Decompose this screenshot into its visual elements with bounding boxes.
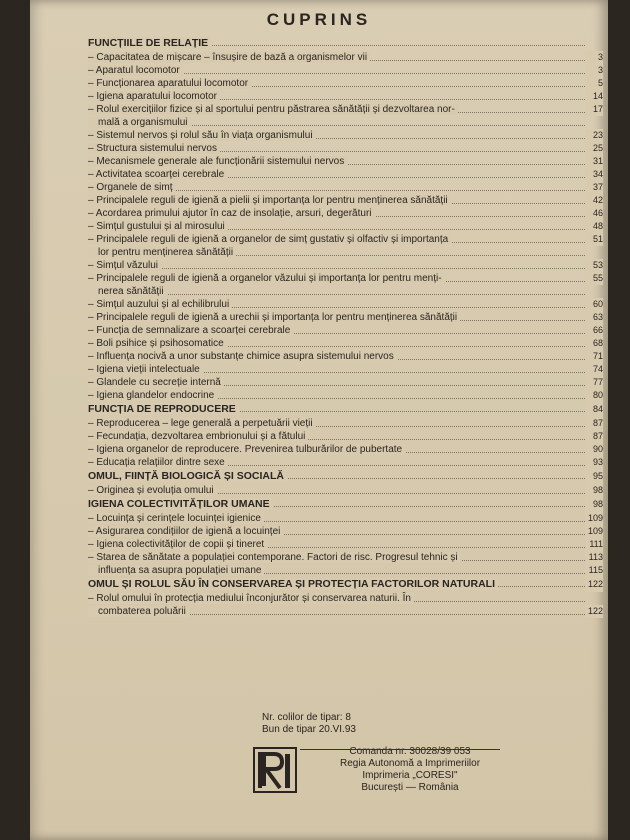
- toc-item: [88, 512, 603, 525]
- toc-page-number: 3: [585, 51, 603, 64]
- toc-entry-text: – Glandele cu secreție internă: [88, 377, 224, 388]
- toc-entry-text: mală a organismului: [88, 117, 191, 128]
- toc-entry-text: – Reproducerea – lege generală a perpetuării vieții: [88, 418, 316, 429]
- toc-entry-text: – Igiena aparatului locomotor: [88, 91, 220, 102]
- toc-item-continuation: [88, 564, 603, 577]
- toc-page-number: 115: [585, 564, 603, 577]
- book-page: [30, 0, 608, 840]
- toc-entry-text: – Educația relațiilor dintre sexe: [88, 457, 228, 468]
- toc-section: [88, 402, 603, 417]
- toc-entry-text: OMUL ȘI ROLUL SĂU ÎN CONSERVAREA ȘI PROTECȚIA FACTORILOR NATURALI: [88, 578, 498, 590]
- toc-entry-text: – Acordarea primului ajutor în caz de insolație, arsuri, degerături: [88, 208, 375, 219]
- toc-page-number: 71: [585, 350, 603, 363]
- toc-item: [88, 592, 603, 605]
- toc-entry-text: – Influența nocivă a unor substanțe chimice asupra sistemului nervos: [88, 351, 397, 362]
- toc-page-number: 87: [585, 417, 603, 430]
- toc-item: [88, 51, 603, 64]
- printer-logo-icon: [252, 746, 298, 794]
- toc-page-number: 122: [585, 577, 603, 592]
- toc-entry-text: FUNCȚIA DE REPRODUCERE: [88, 403, 239, 415]
- toc-entry-text: – Principalele reguli de igienă a organelor văzului și importanța lor pentru menți-: [88, 273, 445, 284]
- toc-page-number: 90: [585, 443, 603, 456]
- toc-page-number: 66: [585, 324, 603, 337]
- toc-item: [88, 538, 603, 551]
- toc-page-number: 48: [585, 220, 603, 233]
- toc-entry-text: influența sa asupra populației umane: [88, 565, 264, 576]
- toc-page-number: 42: [585, 194, 603, 207]
- toc-entry-text: – Mecanismele generale ale funcționării sistemului nervos: [88, 156, 347, 167]
- toc-page-number: 14: [585, 90, 603, 103]
- toc-item: [88, 181, 603, 194]
- colophon-sheets: Nr. colilor de tipar: 8: [262, 712, 351, 723]
- toc-item: [88, 389, 603, 402]
- toc-page-number: 55: [585, 272, 603, 285]
- toc-item-continuation: [88, 116, 603, 129]
- toc-entry-text: – Principalele reguli de igienă a urechii și importanța lor pentru menținerea sănătății: [88, 312, 460, 323]
- toc-entry-text: – Simțul gustului și al mirosului: [88, 221, 228, 232]
- toc-entry-text: – Originea și evoluția omului: [88, 485, 217, 496]
- toc-page-number: 17: [585, 103, 603, 116]
- toc-item: [88, 350, 603, 363]
- toc-entry-text: – Principalele reguli de igienă a pielii și importanța lor pentru menținerea sănătății: [88, 195, 451, 206]
- colophon: [262, 712, 356, 736]
- toc-page-number: 37: [585, 181, 603, 194]
- toc-entry-text: – Rolul exercițiilor fizice și al sportului pentru păstrarea sănătății și dezvoltarea nor-: [88, 104, 458, 115]
- toc-page-number: 80: [585, 389, 603, 402]
- toc-entry-text: – Locuința și cerințele locuinței igienice: [88, 513, 264, 524]
- toc-item: [88, 298, 603, 311]
- toc-page-number: 25: [585, 142, 603, 155]
- toc-item: [88, 484, 603, 497]
- colophon-print-date: Bun de tipar 20.VI.93: [262, 724, 356, 735]
- toc-item: [88, 103, 603, 116]
- toc-item: [88, 129, 603, 142]
- toc-item: [88, 142, 603, 155]
- toc-item-continuation: [88, 285, 603, 298]
- toc-item-continuation: [88, 246, 603, 259]
- toc-entry-text: – Igiena colectivităților de copii și tineret: [88, 539, 267, 550]
- toc-entry-text: – Principalele reguli de igienă a organelor de simț gustativ și olfactiv și importanța: [88, 234, 451, 245]
- toc-entry-text: – Aparatul locomotor: [88, 65, 183, 76]
- toc-item-continuation: [88, 605, 603, 618]
- toc-page-number: 77: [585, 376, 603, 389]
- toc-entry-text: – Igiena vieții intelectuale: [88, 364, 203, 375]
- toc-page-number: 113: [585, 551, 603, 564]
- toc-item: [88, 525, 603, 538]
- toc-entry-text: – Structura sistemului nervos: [88, 143, 220, 154]
- toc-item: [88, 324, 603, 337]
- toc-item: [88, 194, 603, 207]
- order-number: Comanda nr. 30028/39 053: [349, 746, 471, 757]
- toc-section: [88, 577, 603, 592]
- toc-page-number: 109: [585, 512, 603, 525]
- toc-item: [88, 443, 603, 456]
- toc-entry-text: OMUL, FIINȚĂ BIOLOGICĂ ȘI SOCIALĂ: [88, 470, 287, 482]
- toc-page-number: 46: [585, 207, 603, 220]
- toc-item: [88, 207, 603, 220]
- toc-item: [88, 430, 603, 443]
- printer-city: București — România: [361, 782, 459, 793]
- toc-page-number: 3: [585, 64, 603, 77]
- toc-item: [88, 376, 603, 389]
- toc-item: [88, 363, 603, 376]
- toc-entry-text: – Funcția de semnalizare a scoarței cerebrale: [88, 325, 293, 336]
- toc-page-number: 87: [585, 430, 603, 443]
- toc-entry-text: – Boli psihice și psihosomatice: [88, 338, 227, 349]
- toc-entry-text: – Sistemul nervos și rolul său în viața organismului: [88, 130, 316, 141]
- toc-page-number: 53: [585, 259, 603, 272]
- toc-page-number: 23: [585, 129, 603, 142]
- toc-item: [88, 220, 603, 233]
- page-title: CUPRINS: [266, 10, 372, 29]
- toc-section: [88, 36, 603, 51]
- toc-entry-text: combaterea poluării: [88, 606, 189, 617]
- toc-item: [88, 311, 603, 324]
- toc-item: [88, 456, 603, 469]
- toc-page-number: 122: [585, 605, 603, 618]
- toc-item: [88, 90, 603, 103]
- toc-page-number: 63: [585, 311, 603, 324]
- toc-entry-text: nerea sănătății: [88, 286, 167, 297]
- toc-entry-text: – Igiena glandelor endocrine: [88, 390, 217, 401]
- toc-page-number: 98: [585, 484, 603, 497]
- toc-entry-text: – Fecundația, dezvoltarea embrionului și a fătului: [88, 431, 308, 442]
- toc-item: [88, 168, 603, 181]
- toc-item: [88, 337, 603, 350]
- toc-entry-text: – Igiena organelor de reproducere. Prevenirea tulburărilor de pubertate: [88, 444, 405, 455]
- toc-page-number: 111: [585, 538, 603, 551]
- toc-item: [88, 551, 603, 564]
- toc-item: [88, 64, 603, 77]
- toc-entry-text: – Simțul văzului: [88, 260, 161, 271]
- toc-section: [88, 469, 603, 484]
- toc-page-number: 74: [585, 363, 603, 376]
- toc-entry-text: – Organele de simț: [88, 182, 176, 193]
- table-of-contents: [88, 36, 603, 618]
- toc-item: [88, 233, 603, 246]
- toc-item: [88, 259, 603, 272]
- toc-page-number: 5: [585, 77, 603, 90]
- toc-entry-text: IGIENA COLECTIVITĂȚILOR UMANE: [88, 498, 273, 510]
- toc-entry-text: – Funcționarea aparatului locomotor: [88, 78, 251, 89]
- toc-item: [88, 272, 603, 285]
- toc-page-number: 84: [585, 402, 603, 417]
- printer-info: [252, 746, 588, 794]
- toc-page-number: 93: [585, 456, 603, 469]
- toc-entry-text: FUNCȚIILE DE RELAȚIE: [88, 37, 211, 49]
- toc-page-number: 109: [585, 525, 603, 538]
- printer-regie: Regia Autonomă a Imprimeriilor: [339, 758, 481, 769]
- toc-item: [88, 77, 603, 90]
- toc-page-number: 34: [585, 168, 603, 181]
- toc-page-number: 51: [585, 233, 603, 246]
- toc-entry-text: – Simțul auzului și al echilibrului: [88, 299, 232, 310]
- printer-lines: [310, 746, 510, 794]
- printer-name: Imprimeria „CORESI": [362, 770, 458, 781]
- toc-leader-dots: [88, 268, 585, 269]
- toc-entry-text: – Starea de sănătate a populației contemporane. Factori de risc. Progresul tehnic și: [88, 552, 461, 563]
- toc-entry-text: – Capacitatea de mișcare – însușire de bază a organismelor vii: [88, 52, 370, 63]
- printer-separator: [300, 749, 500, 750]
- toc-item: [88, 155, 603, 168]
- toc-page-number: 98: [585, 497, 603, 512]
- toc-page-number: 95: [585, 469, 603, 484]
- toc-page-number: 68: [585, 337, 603, 350]
- toc-item: [88, 417, 603, 430]
- toc-entry-text: – Activitatea scoarței cerebrale: [88, 169, 227, 180]
- toc-page-number: 31: [585, 155, 603, 168]
- toc-entry-text: – Asigurarea condițiilor de igienă a locuinței: [88, 526, 283, 537]
- toc-section: [88, 497, 603, 512]
- toc-entry-text: lor pentru menținerea sănătății: [88, 247, 236, 258]
- toc-page-number: 60: [585, 298, 603, 311]
- toc-entry-text: – Rolul omului în protecția mediului înconjurător și conservarea naturii. În: [88, 593, 414, 604]
